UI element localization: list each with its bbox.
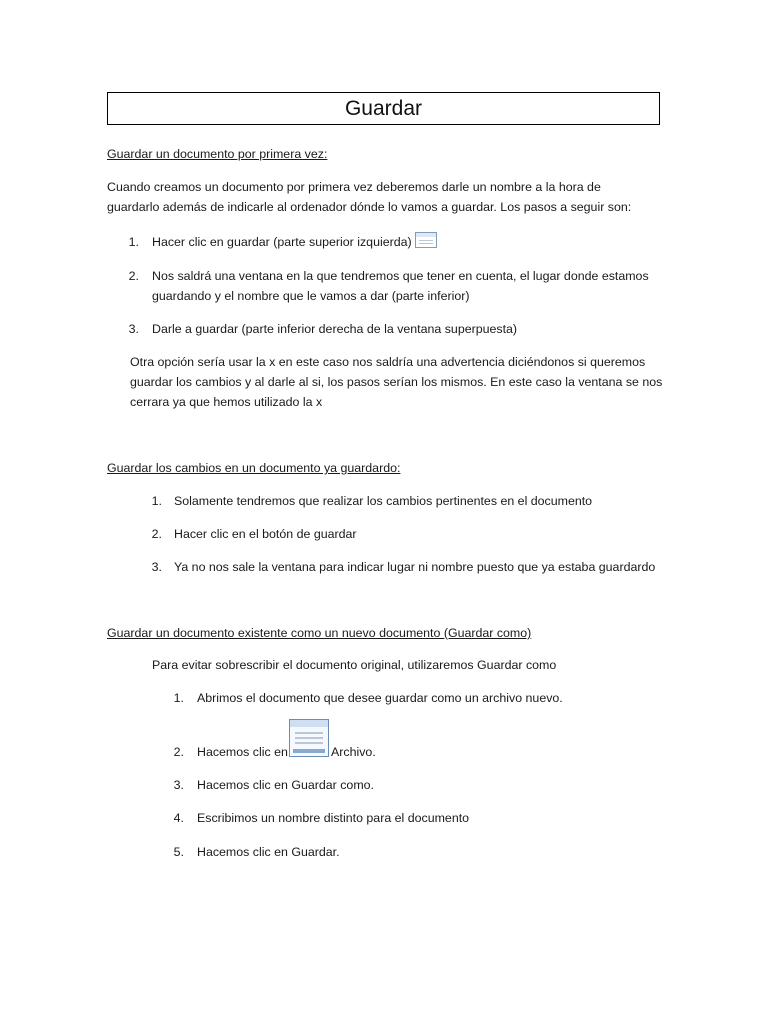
step-text: Escribimos un nombre distinto para el documento (197, 811, 470, 825)
step-text-continued: guardando y el nombre que le vamos a dar (parte inferior) (152, 289, 470, 303)
office-button-icon (289, 719, 329, 757)
step-text: Ya no nos sale la ventana para indicar lugar ni nombre puesto que ya estaba guardardo (174, 560, 656, 574)
step-text: Hacer clic en guardar (parte superior izquierda) (152, 235, 412, 249)
step-number: 5. (173, 845, 184, 859)
step-text-after-icon: Archivo. (331, 745, 376, 759)
section-heading-save-as: Guardar un documento existente como un nuevo documento (Guardar como) (107, 626, 532, 640)
note-line-2: guardar los cambios y al darle al si, los pasos serían los mismos. En este caso la ventana se nos (130, 375, 663, 389)
note-line-3: cerrara ya que hemos utilizado la x (130, 395, 323, 409)
step-number: 3. (151, 560, 162, 574)
step-text: Hacer clic en el botón de guardar (174, 527, 357, 541)
step-number: 4. (173, 811, 184, 825)
save-window-icon (415, 232, 437, 248)
save-as-intro: Para evitar sobrescribir el documento original, utilizaremos Guardar como (152, 658, 557, 672)
intro-line-1: Cuando creamos un documento por primera vez deberemos darle un nombre a la hora de (107, 180, 601, 194)
step-text: Nos saldrá una ventana en la que tendremos que tener en cuenta, el lugar donde estamos (152, 269, 649, 283)
section-heading-save-changes: Guardar los cambios en un documento ya guardardo: (107, 461, 401, 475)
step-text: Darle a guardar (parte inferior derecha de la ventana superpuesta) (152, 322, 518, 336)
step-number: 2. (173, 745, 184, 759)
note-line-1: Otra opción sería usar la x en este caso nos saldría una advertencia diciéndonos si queremos (130, 355, 646, 369)
step-number: 1. (173, 691, 184, 705)
step-number: 2. (128, 269, 139, 283)
step-text: Hacemos clic en Guardar. (197, 845, 340, 859)
step-text: Abrimos el documento que desee guardar como un archivo nuevo. (197, 691, 563, 705)
page-title: Guardar (107, 92, 660, 125)
intro-line-2: guardarlo además de indicarle al ordenador dónde lo vamos a guardar. Los pasos a seguir son: (107, 200, 632, 214)
section-heading-first-save: Guardar un documento por primera vez: (107, 147, 328, 161)
step-number: 3. (128, 322, 139, 336)
step-number: 1. (128, 235, 139, 249)
step-number: 1. (151, 494, 162, 508)
step-number: 3. (173, 778, 184, 792)
step-text: Hacemos clic en Guardar como. (197, 778, 374, 792)
list-item (152, 232, 437, 252)
step-text-before-icon: Hacemos clic en (197, 745, 288, 759)
step-number: 2. (151, 527, 162, 541)
step-text: Solamente tendremos que realizar los cambios pertinentes en el documento (174, 494, 593, 508)
